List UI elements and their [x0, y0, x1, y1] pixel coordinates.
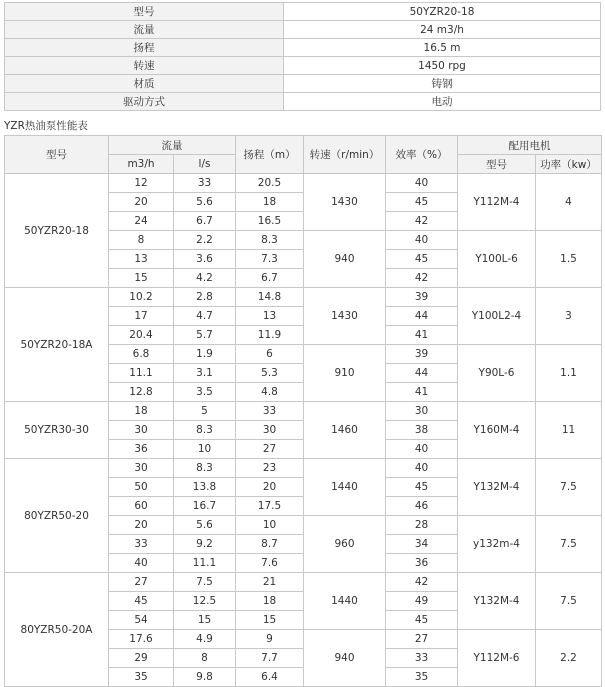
head-cell: 7.3 [236, 250, 304, 269]
head-cell: 11.9 [236, 326, 304, 345]
model-cell: 80YZR50-20A [5, 573, 109, 687]
flow-m3h-cell: 10.2 [109, 288, 174, 307]
efficiency-cell: 42 [386, 573, 458, 592]
power-cell: 7.5 [536, 516, 602, 573]
performance-table-header [5, 136, 602, 174]
model-cell: 80YZR50-20 [5, 459, 109, 573]
head-cell: 6.4 [236, 668, 304, 687]
efficiency-cell: 40 [386, 459, 458, 478]
speed-cell: 1440 [304, 573, 386, 630]
table-row [5, 459, 602, 478]
speed-cell: 940 [304, 630, 386, 687]
flow-m3h-cell: 20 [109, 193, 174, 212]
power-cell: 4 [536, 174, 602, 231]
speed-cell: 960 [304, 516, 386, 573]
flow-m3h-cell: 12 [109, 174, 174, 193]
efficiency-cell: 33 [386, 649, 458, 668]
flow-ls-cell: 6.7 [174, 212, 236, 231]
efficiency-cell: 45 [386, 611, 458, 630]
flow-m3h-cell: 30 [109, 459, 174, 478]
efficiency-cell: 41 [386, 383, 458, 402]
efficiency-cell: 40 [386, 231, 458, 250]
flow-m3h-cell: 11.1 [109, 364, 174, 383]
spec-label: 流量 [5, 21, 284, 39]
spec-label: 材质 [5, 75, 284, 93]
flow-m3h-cell: 6.8 [109, 345, 174, 364]
motor-model-cell: Y112M-6 [458, 630, 536, 687]
efficiency-cell: 40 [386, 440, 458, 459]
header-motor: 配用电机 [458, 136, 602, 155]
flow-ls-cell: 8 [174, 649, 236, 668]
spec-value: 24 m3/h [284, 21, 601, 39]
speed-cell: 1430 [304, 288, 386, 345]
flow-ls-cell: 8.3 [174, 421, 236, 440]
efficiency-cell: 40 [386, 174, 458, 193]
flow-ls-cell: 5 [174, 402, 236, 421]
power-cell: 7.5 [536, 573, 602, 630]
power-cell: 3 [536, 288, 602, 345]
spec-row [5, 3, 601, 21]
flow-ls-cell: 2.2 [174, 231, 236, 250]
model-cell: 50YZR20-18A [5, 288, 109, 402]
flow-ls-cell: 3.5 [174, 383, 236, 402]
efficiency-cell: 39 [386, 288, 458, 307]
speed-cell: 910 [304, 345, 386, 402]
flow-ls-cell: 9.8 [174, 668, 236, 687]
flow-m3h-cell: 15 [109, 269, 174, 288]
efficiency-cell: 30 [386, 402, 458, 421]
flow-ls-cell: 10 [174, 440, 236, 459]
flow-ls-cell: 13.8 [174, 478, 236, 497]
flow-ls-cell: 4.9 [174, 630, 236, 649]
spec-label: 扬程 [5, 39, 284, 57]
flow-m3h-cell: 17 [109, 307, 174, 326]
header-power: 功率（kw） [536, 155, 602, 174]
flow-ls-cell: 4.7 [174, 307, 236, 326]
flow-m3h-cell: 35 [109, 668, 174, 687]
head-cell: 14.8 [236, 288, 304, 307]
flow-ls-cell: 11.1 [174, 554, 236, 573]
head-cell: 5.3 [236, 364, 304, 383]
flow-m3h-cell: 18 [109, 402, 174, 421]
head-cell: 10 [236, 516, 304, 535]
flow-ls-cell: 5.6 [174, 516, 236, 535]
efficiency-cell: 35 [386, 668, 458, 687]
flow-m3h-cell: 17.6 [109, 630, 174, 649]
head-cell: 7.6 [236, 554, 304, 573]
motor-model-cell: Y90L-6 [458, 345, 536, 402]
flow-m3h-cell: 8 [109, 231, 174, 250]
spec-label: 型号 [5, 3, 284, 21]
head-cell: 17.5 [236, 497, 304, 516]
flow-ls-cell: 4.2 [174, 269, 236, 288]
spec-label: 转速 [5, 57, 284, 75]
motor-model-cell: Y160M-4 [458, 402, 536, 459]
flow-m3h-cell: 60 [109, 497, 174, 516]
flow-m3h-cell: 50 [109, 478, 174, 497]
efficiency-cell: 49 [386, 592, 458, 611]
head-cell: 6.7 [236, 269, 304, 288]
flow-ls-cell: 3.1 [174, 364, 236, 383]
motor-model-cell: Y100L-6 [458, 231, 536, 288]
head-cell: 20 [236, 478, 304, 497]
head-cell: 27 [236, 440, 304, 459]
efficiency-cell: 36 [386, 554, 458, 573]
flow-m3h-cell: 27 [109, 573, 174, 592]
table-row [5, 288, 602, 307]
efficiency-cell: 42 [386, 212, 458, 231]
flow-m3h-cell: 45 [109, 592, 174, 611]
performance-table [4, 135, 602, 687]
flow-ls-cell: 12.5 [174, 592, 236, 611]
motor-model-cell: Y100L2-4 [458, 288, 536, 345]
spec-value: 电动 [284, 93, 601, 111]
motor-model-cell: Y132M-4 [458, 459, 536, 516]
table-row [5, 402, 602, 421]
efficiency-cell: 44 [386, 307, 458, 326]
head-cell: 18 [236, 193, 304, 212]
flow-m3h-cell: 33 [109, 535, 174, 554]
head-cell: 4.8 [236, 383, 304, 402]
spec-label: 驱动方式 [5, 93, 284, 111]
header-flow-ls: l/s [174, 155, 236, 174]
speed-cell: 940 [304, 231, 386, 288]
head-cell: 8.7 [236, 535, 304, 554]
power-cell: 2.2 [536, 630, 602, 687]
flow-m3h-cell: 40 [109, 554, 174, 573]
flow-m3h-cell: 24 [109, 212, 174, 231]
efficiency-cell: 45 [386, 250, 458, 269]
header-flow-m3h: m3/h [109, 155, 174, 174]
flow-m3h-cell: 36 [109, 440, 174, 459]
header-model: 型号 [5, 136, 109, 174]
speed-cell: 1430 [304, 174, 386, 231]
spec-value: 铸钢 [284, 75, 601, 93]
flow-m3h-cell: 29 [109, 649, 174, 668]
spec-value: 16.5 m [284, 39, 601, 57]
spec-row [5, 39, 601, 57]
header-motor-model: 型号 [458, 155, 536, 174]
table-row [5, 174, 602, 193]
flow-ls-cell: 33 [174, 174, 236, 193]
head-cell: 20.5 [236, 174, 304, 193]
spec-row [5, 57, 601, 75]
flow-m3h-cell: 54 [109, 611, 174, 630]
spec-value: 50YZR20-18 [284, 3, 601, 21]
efficiency-cell: 28 [386, 516, 458, 535]
efficiency-cell: 45 [386, 478, 458, 497]
efficiency-cell: 46 [386, 497, 458, 516]
flow-ls-cell: 8.3 [174, 459, 236, 478]
flow-ls-cell: 16.7 [174, 497, 236, 516]
efficiency-cell: 41 [386, 326, 458, 345]
efficiency-cell: 38 [386, 421, 458, 440]
table-row [5, 573, 602, 592]
head-cell: 7.7 [236, 649, 304, 668]
flow-ls-cell: 5.6 [174, 193, 236, 212]
head-cell: 33 [236, 402, 304, 421]
head-cell: 15 [236, 611, 304, 630]
flow-ls-cell: 15 [174, 611, 236, 630]
spec-row [5, 93, 601, 111]
spec-table-body [5, 3, 601, 111]
motor-model-cell: y132m-4 [458, 516, 536, 573]
power-cell: 11 [536, 402, 602, 459]
motor-model-cell: Y132M-4 [458, 573, 536, 630]
efficiency-cell: 42 [386, 269, 458, 288]
performance-table-caption: YZR热油泵性能表 [4, 120, 88, 132]
efficiency-cell: 45 [386, 193, 458, 212]
head-cell: 6 [236, 345, 304, 364]
spec-row [5, 75, 601, 93]
spec-row [5, 21, 601, 39]
efficiency-cell: 34 [386, 535, 458, 554]
header-efficiency: 效率（%） [386, 136, 458, 174]
model-cell: 50YZR30-30 [5, 402, 109, 459]
head-cell: 30 [236, 421, 304, 440]
flow-ls-cell: 1.9 [174, 345, 236, 364]
model-cell: 50YZR20-18 [5, 174, 109, 288]
flow-ls-cell: 3.6 [174, 250, 236, 269]
efficiency-cell: 27 [386, 630, 458, 649]
head-cell: 18 [236, 592, 304, 611]
header-flow: 流量 [109, 136, 236, 155]
header-head: 扬程（m） [236, 136, 304, 174]
power-cell: 1.5 [536, 231, 602, 288]
flow-ls-cell: 9.2 [174, 535, 236, 554]
motor-model-cell: Y112M-4 [458, 174, 536, 231]
head-cell: 8.3 [236, 231, 304, 250]
performance-table-body [5, 174, 602, 687]
spec-value: 1450 rpg [284, 57, 601, 75]
head-cell: 21 [236, 573, 304, 592]
head-cell: 9 [236, 630, 304, 649]
flow-m3h-cell: 12.8 [109, 383, 174, 402]
power-cell: 7.5 [536, 459, 602, 516]
speed-cell: 1460 [304, 402, 386, 459]
spec-table [4, 2, 601, 111]
efficiency-cell: 44 [386, 364, 458, 383]
power-cell: 1.1 [536, 345, 602, 402]
speed-cell: 1440 [304, 459, 386, 516]
header-speed: 转速（r/min） [304, 136, 386, 174]
head-cell: 16.5 [236, 212, 304, 231]
efficiency-cell: 39 [386, 345, 458, 364]
head-cell: 23 [236, 459, 304, 478]
flow-m3h-cell: 20.4 [109, 326, 174, 345]
flow-ls-cell: 5.7 [174, 326, 236, 345]
flow-m3h-cell: 13 [109, 250, 174, 269]
flow-ls-cell: 7.5 [174, 573, 236, 592]
head-cell: 13 [236, 307, 304, 326]
flow-m3h-cell: 30 [109, 421, 174, 440]
flow-m3h-cell: 20 [109, 516, 174, 535]
flow-ls-cell: 2.8 [174, 288, 236, 307]
